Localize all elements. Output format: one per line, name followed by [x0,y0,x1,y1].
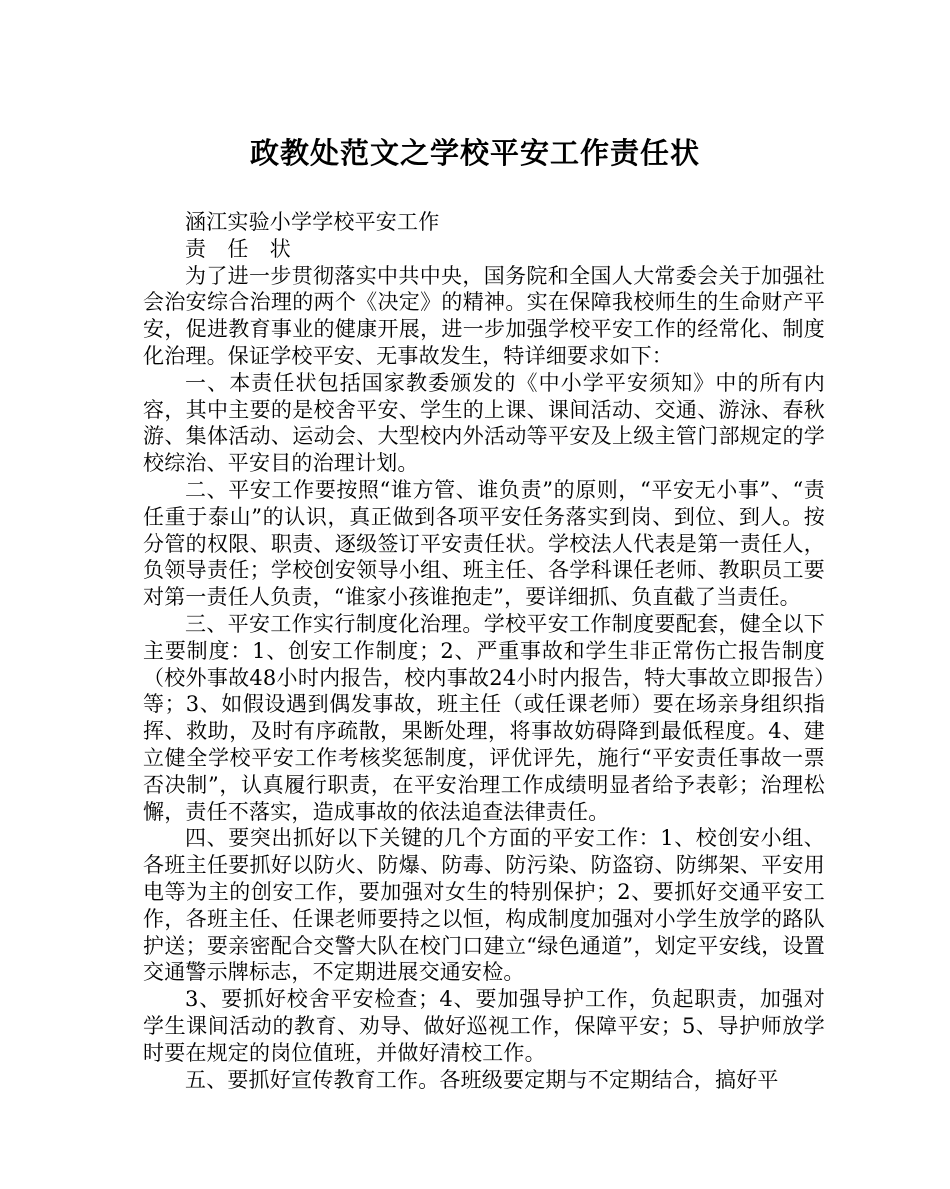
paragraph-intro: 为了进一步贯彻落实中共中央，国务院和全国人大常委会关于加强社会治安综合治理的两个《决定》的精神。实在保障我校师生的生命财产平安，促进教育事业的健康开展，进一步加强学校平安工作的经常化、制度化治理。保证学校平安、无事故发生，特详细要求如下： [143,263,825,368]
document-subtitle: 责 任 状 [185,236,291,261]
document-title: 政教处范文之学校平安工作责任状 [249,136,700,170]
paragraph-section-4-continued: 3、要抓好校舍平安检查；4、要加强导护工作，负起职责，加强对学生课间活动的教育、劝导、做好巡视工作，保障平安；5、导护师放学时要在规定的岗位值班，并做好清校工作。 [143,987,825,1065]
paragraph-section-4: 四、要突出抓好以下关键的几个方面的平安工作：1、校创安小组、各班主任要抓好以防火、防爆、防毒、防污染、防盗窃、防绑架、平安用电等为主的创安工作，要加强对女生的特别保护；2、要抓好交通平安工作，各班主任、任课老师要持之以恒，构成制度加强对小学生放学的路队护送；要亲密配合交警大队在校门口建立“绿色通道”，划定平安线，设置交通警示牌标志，不定期进展交通安检。 [143,826,825,985]
school-line: 涵江实验小学学校平安工作 [185,210,440,234]
paragraph-section-2: 二、平安工作要按照“谁方管、谁负责”的原则，“平安无小事”、“责任重于泰山”的认识，真正做到各项平安任务落实到岗、到位、到人。按分管的权限、职责、逐级签订平安责任状。学校法人代表是第一责任人，负领导责任；学校创安领导小组、班主任、各学科课任老师、教职员工要对第一责任人负责，“谁家小孩谁抱走”，要详细抓、负直截了当责任。 [143,477,825,610]
document-body [143,209,825,1093]
paragraph-section-1: 一、本责任状包括国家教委颁发的《中小学平安须知》中的所有内容，其中主要的是校舍平安、学生的上课、课间活动、交通、游泳、春秋游、集体活动、运动会、大型校内外活动等平安及上级主管门部规定的学校综治、平安目的治理计划。 [143,370,825,476]
paragraph-section-5: 五、要抓好宣传教育工作。各班级要定期与不定期结合，搞好平 [185,1067,779,1092]
paragraph-section-3: 三、平安工作实行制度化治理。学校平安工作制度要配套，健全以下主要制度：1、创安工作制度；2、严重事故和学生非正常伤亡报告制度（校外事故48小时内报告，校内事故24小时内报告，特大事故立即报告）等；3、如假设遇到偶发事故，班主任（或任课老师）要在场亲身组织指挥、救助，及时有序疏散，果断处理，将事故妨碍降到最低程度。4、建立健全学校平安工作考核奖惩制度，评优评先，施行“平安责任事故一票否决制”，认真履行职责，在平安治理工作成绩明显者给予表彰；治理松懈，责任不落实，造成事故的依法追查法律责任。 [143,611,825,824]
